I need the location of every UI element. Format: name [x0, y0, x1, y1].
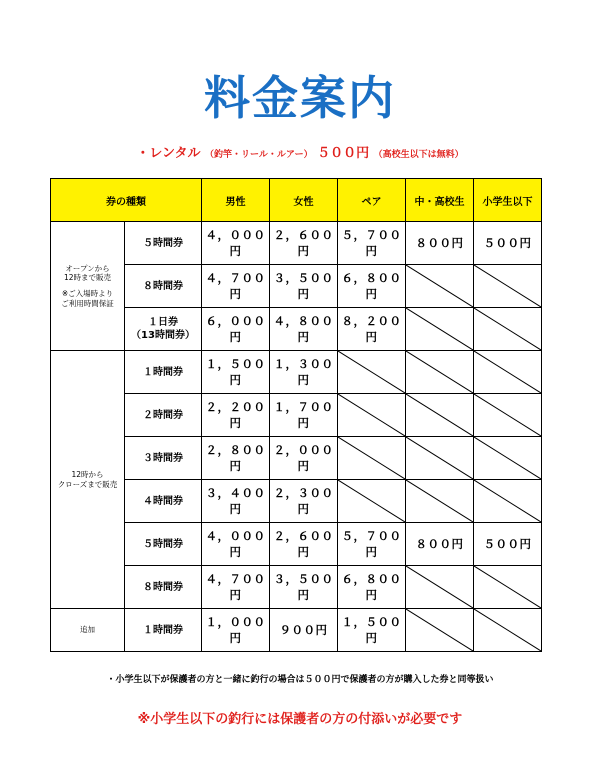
table-row [51, 480, 542, 523]
table-row [51, 566, 542, 609]
price-male: ４，０００円 [202, 222, 270, 265]
header-pair: ペア [338, 179, 406, 222]
diagonal-slash-icon [406, 480, 473, 522]
table-row [51, 308, 542, 351]
unavailable-cell [474, 480, 542, 523]
unavailable-cell [406, 351, 474, 394]
price-male: ６，０００円 [202, 308, 270, 351]
diagonal-slash-icon [474, 265, 541, 307]
group-label-text: 12時から クローズまで販売 [57, 469, 118, 489]
price-female: ３，５００円 [270, 566, 338, 609]
table-row [51, 222, 542, 265]
price-female: ３，５００円 [270, 265, 338, 308]
ticket-name: ８時間券 [125, 566, 202, 609]
rental-free-note: （高校生以下は無料） [373, 150, 464, 160]
price-pair: ６，８００円 [338, 265, 406, 308]
diagonal-slash-icon [474, 308, 541, 350]
header-female: 女性 [270, 179, 338, 222]
table-row [51, 265, 542, 308]
footnote: ・小学生以下が保護者の方と一緒に釣行の場合は５００円で保護者の方が購入した券と同等扱い [106, 675, 494, 685]
unavailable-cell [338, 437, 406, 480]
ticket-name: １日券 （13時間券） [125, 308, 202, 351]
header-ticket-type: 券の種類 [51, 179, 202, 222]
ticket-name: ８時間券 [125, 265, 202, 308]
unavailable-cell [406, 265, 474, 308]
diagonal-slash-icon [474, 351, 541, 393]
diagonal-slash-icon [338, 480, 405, 522]
price-pair: ６，８００円 [338, 566, 406, 609]
unavailable-cell [406, 308, 474, 351]
price-male: ２，８００円 [202, 437, 270, 480]
ticket-name: ５時間券 [125, 222, 202, 265]
group-label-text: 追加 [80, 625, 95, 635]
table-header-row [51, 179, 542, 222]
diagonal-slash-icon [406, 566, 473, 608]
ticket-name: １時間券 [125, 351, 202, 394]
ticket-name: ４時間券 [125, 480, 202, 523]
unavailable-cell [338, 394, 406, 437]
price-student: ８００円 [406, 222, 474, 265]
unavailable-cell [406, 609, 474, 652]
table-row [51, 351, 542, 394]
price-female: １，７００円 [270, 394, 338, 437]
price-male: ４，７００円 [202, 566, 270, 609]
diagonal-slash-icon [474, 437, 541, 479]
price-female: ２，６００円 [270, 523, 338, 566]
price-female: ４，８００円 [270, 308, 338, 351]
price-pair: １，５００円 [338, 609, 406, 652]
table-row [51, 609, 542, 652]
ticket-name: ３時間券 [125, 437, 202, 480]
price-female: ２，３００円 [270, 480, 338, 523]
price-student: ８００円 [406, 523, 474, 566]
ticket-name: ２時間券 [125, 394, 202, 437]
rental-prefix: ・レンタル [136, 146, 201, 161]
price-female: １，３００円 [270, 351, 338, 394]
unavailable-cell [338, 480, 406, 523]
diagonal-slash-icon [406, 394, 473, 436]
diagonal-slash-icon [338, 351, 405, 393]
price-female: ２，０００円 [270, 437, 338, 480]
price-pair: ８，２００円 [338, 308, 406, 351]
table-row [51, 394, 542, 437]
header-male: 男性 [202, 179, 270, 222]
group-note-text: ※ご入場時より ご利用時間保証 [61, 289, 114, 308]
diagonal-slash-icon [406, 437, 473, 479]
diagonal-slash-icon [338, 394, 405, 436]
unavailable-cell [474, 394, 542, 437]
warning-note: ※小学生以下の釣行には保護者の方の付添いが必要です [137, 712, 463, 727]
diagonal-slash-icon [474, 480, 541, 522]
diagonal-slash-icon [406, 308, 473, 350]
header-child: 小学生以下 [474, 179, 542, 222]
price-male: １，５００円 [202, 351, 270, 394]
unavailable-cell [406, 394, 474, 437]
ticket-name: ５時間券 [125, 523, 202, 566]
ticket-name: １時間券 [125, 609, 202, 652]
diagonal-slash-icon [406, 609, 473, 651]
group-label-noon [51, 351, 125, 609]
diagonal-slash-icon [474, 609, 541, 651]
rental-info [0, 142, 600, 161]
rental-items: （釣竿・リール・ルアー） [205, 150, 313, 160]
unavailable-cell [474, 566, 542, 609]
price-female: ２，６００円 [270, 222, 338, 265]
unavailable-cell [406, 566, 474, 609]
unavailable-cell [474, 437, 542, 480]
table-row [51, 523, 542, 566]
table-row [51, 437, 542, 480]
price-male: ４，０００円 [202, 523, 270, 566]
rental-price: ５００円 [317, 146, 370, 161]
group-label-open [51, 222, 125, 351]
diagonal-slash-icon [474, 566, 541, 608]
price-child: ５００円 [474, 222, 542, 265]
unavailable-cell [474, 265, 542, 308]
group-label-extra [51, 609, 125, 652]
unavailable-cell [406, 437, 474, 480]
unavailable-cell [406, 480, 474, 523]
unavailable-cell [474, 308, 542, 351]
diagonal-slash-icon [474, 394, 541, 436]
unavailable-cell [338, 351, 406, 394]
header-student: 中・高校生 [406, 179, 474, 222]
price-male: ３，４００円 [202, 480, 270, 523]
unavailable-cell [474, 609, 542, 652]
unavailable-cell [474, 351, 542, 394]
diagonal-slash-icon [338, 437, 405, 479]
price-male: １，０００円 [202, 609, 270, 652]
diagonal-slash-icon [406, 351, 473, 393]
price-pair: ５，７００円 [338, 523, 406, 566]
price-female: ９００円 [270, 609, 338, 652]
page-title: 料金案内 [204, 71, 396, 125]
group-label-text: オープンから 12時まで販売 [63, 263, 112, 283]
price-pair: ５，７００円 [338, 222, 406, 265]
price-child: ５００円 [474, 523, 542, 566]
price-male: ４，７００円 [202, 265, 270, 308]
diagonal-slash-icon [406, 265, 473, 307]
price-table [50, 178, 542, 652]
price-male: ２，２００円 [202, 394, 270, 437]
